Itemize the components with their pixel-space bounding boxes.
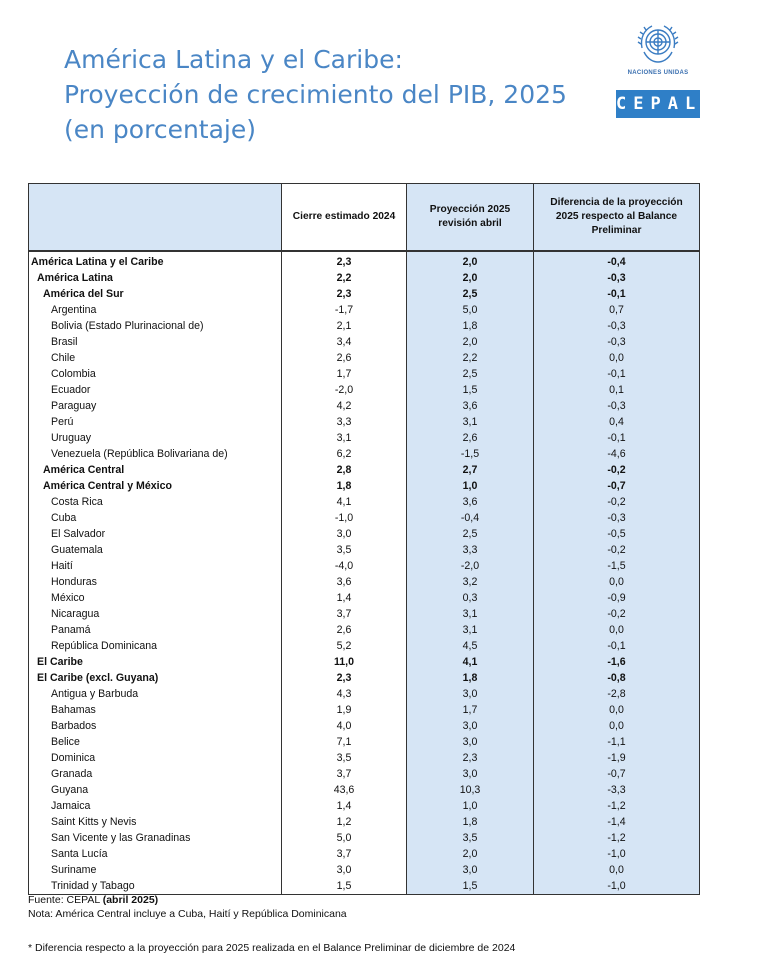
cell-difference: -0,8: [534, 670, 700, 686]
cell-2025: 3,1: [407, 414, 534, 430]
row-name: Jamaica: [29, 798, 282, 814]
cell-2025: 2,6: [407, 430, 534, 446]
row-name: Belice: [29, 734, 282, 750]
table-row: [29, 766, 700, 782]
table-row: [29, 670, 700, 686]
cell-2024: 3,7: [282, 766, 407, 782]
row-name: Bolivia (Estado Plurinacional de): [29, 318, 282, 334]
gdp-table: [28, 183, 700, 895]
table-row: [29, 638, 700, 654]
cell-difference: 0,0: [534, 622, 700, 638]
cell-2024: 11,0: [282, 654, 407, 670]
cell-2025: 3,2: [407, 574, 534, 590]
row-name: Costa Rica: [29, 494, 282, 510]
cell-2025: 2,2: [407, 350, 534, 366]
cell-difference: -1,9: [534, 750, 700, 766]
row-name: América Latina: [29, 270, 282, 286]
cell-difference: -0,1: [534, 430, 700, 446]
cell-2025: 4,1: [407, 654, 534, 670]
un-emblem-icon: [614, 18, 702, 70]
cell-2024: 2,8: [282, 462, 407, 478]
asterisk-note: * Diferencia respecto a la proyección para 2025 realizada en el Balance Preliminar de diciembre de 2024: [28, 942, 516, 954]
cell-difference: -0,1: [534, 286, 700, 302]
table-row: [29, 318, 700, 334]
table-row: [29, 814, 700, 830]
table-body: [29, 251, 700, 895]
table-row: [29, 494, 700, 510]
cell-2024: 1,8: [282, 478, 407, 494]
cell-2024: 2,6: [282, 622, 407, 638]
cell-difference: 0,0: [534, 718, 700, 734]
cell-2025: 2,7: [407, 462, 534, 478]
cell-2024: 3,4: [282, 334, 407, 350]
cell-difference: -1,1: [534, 734, 700, 750]
table-row: [29, 366, 700, 382]
cell-2025: 2,5: [407, 286, 534, 302]
table-row: [29, 398, 700, 414]
row-name: Uruguay: [29, 430, 282, 446]
cell-2025: -2,0: [407, 558, 534, 574]
cell-2024: 1,2: [282, 814, 407, 830]
cell-difference: -1,6: [534, 654, 700, 670]
cell-difference: -1,4: [534, 814, 700, 830]
cell-2025: 1,8: [407, 670, 534, 686]
cell-2024: 4,1: [282, 494, 407, 510]
cell-2024: -2,0: [282, 382, 407, 398]
cell-2024: 43,6: [282, 782, 407, 798]
table-row: [29, 702, 700, 718]
row-name: Guyana: [29, 782, 282, 798]
table-row: [29, 782, 700, 798]
table-row: [29, 558, 700, 574]
cell-difference: -0,3: [534, 318, 700, 334]
cell-difference: -0,2: [534, 606, 700, 622]
cell-difference: -1,0: [534, 846, 700, 862]
cell-2024: 1,4: [282, 798, 407, 814]
cell-2024: 1,5: [282, 878, 407, 895]
cell-difference: -3,3: [534, 782, 700, 798]
cell-2025: 3,3: [407, 542, 534, 558]
cell-2024: 3,7: [282, 846, 407, 862]
cell-2025: 3,0: [407, 862, 534, 878]
cepal-logo: [614, 18, 714, 128]
table-row: [29, 382, 700, 398]
cell-2024: 5,0: [282, 830, 407, 846]
row-name: El Salvador: [29, 526, 282, 542]
row-name: América Latina y el Caribe: [29, 251, 282, 270]
cell-2024: -1,0: [282, 510, 407, 526]
cell-difference: -4,6: [534, 446, 700, 462]
cell-difference: -1,0: [534, 878, 700, 895]
cell-2025: 1,8: [407, 318, 534, 334]
cell-2024: 3,0: [282, 862, 407, 878]
table-row: [29, 542, 700, 558]
cell-difference: -0,2: [534, 494, 700, 510]
cell-2025: 3,5: [407, 830, 534, 846]
row-name: Trinidad y Tabago: [29, 878, 282, 895]
table-row: [29, 862, 700, 878]
cell-2024: 2,6: [282, 350, 407, 366]
cell-difference: -2,8: [534, 686, 700, 702]
cell-2025: -1,5: [407, 446, 534, 462]
row-name: Cuba: [29, 510, 282, 526]
header-difference: Diferencia de la proyección 2025 respecto al Balance Preliminar: [534, 184, 700, 252]
cell-2025: 3,0: [407, 686, 534, 702]
row-name: Barbados: [29, 718, 282, 734]
table-row: [29, 462, 700, 478]
table-row: [29, 830, 700, 846]
title-line-2: Proyección de crecimiento del PIB, 2025: [64, 80, 567, 109]
cell-difference: -0,3: [534, 398, 700, 414]
cell-difference: -0,9: [534, 590, 700, 606]
row-name: Granada: [29, 766, 282, 782]
cell-difference: -0,4: [534, 251, 700, 270]
table-row: [29, 446, 700, 462]
cepal-wordmark: CEPAL: [616, 90, 700, 118]
cell-2025: 2,3: [407, 750, 534, 766]
table-row: [29, 686, 700, 702]
cell-difference: -1,2: [534, 830, 700, 846]
cell-2025: 2,0: [407, 270, 534, 286]
cell-2025: 1,5: [407, 878, 534, 895]
table-header-row: [29, 184, 700, 252]
row-name: Guatemala: [29, 542, 282, 558]
cell-2025: 3,1: [407, 622, 534, 638]
cell-2025: 1,7: [407, 702, 534, 718]
cell-2024: 1,4: [282, 590, 407, 606]
row-name: Nicaragua: [29, 606, 282, 622]
table-row: [29, 350, 700, 366]
source-label: Fuente: CEPAL: [28, 894, 100, 906]
cell-2024: 3,5: [282, 542, 407, 558]
cell-difference: 0,0: [534, 862, 700, 878]
table-row: [29, 270, 700, 286]
cell-2024: -1,7: [282, 302, 407, 318]
table-row: [29, 302, 700, 318]
table-row: [29, 574, 700, 590]
row-name: Perú: [29, 414, 282, 430]
source-note: [28, 893, 347, 907]
row-name: Bahamas: [29, 702, 282, 718]
row-name: México: [29, 590, 282, 606]
cell-2024: 1,9: [282, 702, 407, 718]
table-row: [29, 251, 700, 270]
cell-2025: 2,0: [407, 251, 534, 270]
cell-2025: 2,0: [407, 334, 534, 350]
cell-2024: 4,0: [282, 718, 407, 734]
cell-2025: 1,0: [407, 478, 534, 494]
cell-difference: -0,5: [534, 526, 700, 542]
table-row: [29, 430, 700, 446]
un-label: NACIONES UNIDAS: [627, 70, 689, 76]
footnotes: [28, 893, 347, 921]
row-name: Panamá: [29, 622, 282, 638]
cell-2024: 2,3: [282, 286, 407, 302]
cell-2025: 3,0: [407, 734, 534, 750]
cell-difference: -0,7: [534, 478, 700, 494]
row-name: Venezuela (República Bolivariana de): [29, 446, 282, 462]
cell-2024: 2,2: [282, 270, 407, 286]
row-name: Haití: [29, 558, 282, 574]
cell-2025: 0,3: [407, 590, 534, 606]
row-name: San Vicente y las Granadinas: [29, 830, 282, 846]
cell-2024: 6,2: [282, 446, 407, 462]
row-name: Saint Kitts y Nevis: [29, 814, 282, 830]
row-name: El Caribe: [29, 654, 282, 670]
cell-2024: 3,0: [282, 526, 407, 542]
header-region: [29, 184, 282, 252]
cell-2025: 5,0: [407, 302, 534, 318]
row-name: América del Sur: [29, 286, 282, 302]
cell-2025: 3,1: [407, 606, 534, 622]
row-name: Ecuador: [29, 382, 282, 398]
title-line-1: América Latina y el Caribe:: [64, 45, 403, 74]
table-row: [29, 718, 700, 734]
cell-2025: 1,0: [407, 798, 534, 814]
page-title: [64, 42, 567, 147]
cell-2025: 10,3: [407, 782, 534, 798]
row-name: Brasil: [29, 334, 282, 350]
cell-difference: -0,3: [534, 270, 700, 286]
title-line-3: (en porcentaje): [64, 115, 256, 144]
cell-difference: 0,0: [534, 702, 700, 718]
table-row: [29, 334, 700, 350]
header-2024: Cierre estimado 2024: [282, 184, 407, 252]
row-name: Paraguay: [29, 398, 282, 414]
cell-difference: 0,0: [534, 574, 700, 590]
cell-2024: 3,6: [282, 574, 407, 590]
cell-difference: -0,2: [534, 462, 700, 478]
cell-difference: 0,7: [534, 302, 700, 318]
cell-2025: 2,0: [407, 846, 534, 862]
cell-2025: 2,5: [407, 526, 534, 542]
cell-2024: 3,3: [282, 414, 407, 430]
row-name: Colombia: [29, 366, 282, 382]
cell-difference: 0,0: [534, 350, 700, 366]
cell-2024: 3,7: [282, 606, 407, 622]
cell-difference: -0,2: [534, 542, 700, 558]
row-name: El Caribe (excl. Guyana): [29, 670, 282, 686]
source-date: (abril 2025): [102, 894, 159, 906]
cell-difference: 0,4: [534, 414, 700, 430]
cell-2024: 4,3: [282, 686, 407, 702]
table-row: [29, 286, 700, 302]
row-name: Chile: [29, 350, 282, 366]
cell-difference: -0,1: [534, 366, 700, 382]
cell-2024: 7,1: [282, 734, 407, 750]
table-row: [29, 606, 700, 622]
cell-2024: 2,1: [282, 318, 407, 334]
table-row: [29, 798, 700, 814]
header-2025: Proyección 2025 revisión abril: [407, 184, 534, 252]
row-name: América Central: [29, 462, 282, 478]
cell-2025: -0,4: [407, 510, 534, 526]
table-row: [29, 590, 700, 606]
table-row: [29, 478, 700, 494]
cell-2024: 2,3: [282, 251, 407, 270]
row-name: Suriname: [29, 862, 282, 878]
table-row: [29, 750, 700, 766]
cell-2024: 5,2: [282, 638, 407, 654]
table-row: [29, 654, 700, 670]
cell-difference: 0,1: [534, 382, 700, 398]
row-name: Argentina: [29, 302, 282, 318]
cell-2025: 1,8: [407, 814, 534, 830]
cell-difference: -0,3: [534, 334, 700, 350]
table-row: [29, 510, 700, 526]
table-row: [29, 622, 700, 638]
cell-2024: 3,1: [282, 430, 407, 446]
row-name: Santa Lucía: [29, 846, 282, 862]
cell-2024: 4,2: [282, 398, 407, 414]
cell-2024: 2,3: [282, 670, 407, 686]
cell-2024: -4,0: [282, 558, 407, 574]
cell-2025: 3,6: [407, 494, 534, 510]
row-name: Honduras: [29, 574, 282, 590]
cell-difference: -1,5: [534, 558, 700, 574]
cell-2024: 3,5: [282, 750, 407, 766]
central-america-note: Nota: América Central incluye a Cuba, Haití y República Dominicana: [28, 908, 347, 920]
cell-2025: 1,5: [407, 382, 534, 398]
row-name: República Dominicana: [29, 638, 282, 654]
row-name: Antigua y Barbuda: [29, 686, 282, 702]
cell-2024: 1,7: [282, 366, 407, 382]
row-name: América Central y México: [29, 478, 282, 494]
table-row: [29, 734, 700, 750]
cell-2025: 3,0: [407, 718, 534, 734]
cell-2025: 3,6: [407, 398, 534, 414]
cell-2025: 2,5: [407, 366, 534, 382]
cell-2025: 3,0: [407, 766, 534, 782]
table-row: [29, 414, 700, 430]
cell-difference: -0,7: [534, 766, 700, 782]
cell-difference: -0,3: [534, 510, 700, 526]
cell-difference: -1,2: [534, 798, 700, 814]
cell-difference: -0,1: [534, 638, 700, 654]
table-row: [29, 846, 700, 862]
cell-2025: 4,5: [407, 638, 534, 654]
row-name: Dominica: [29, 750, 282, 766]
table-row: [29, 526, 700, 542]
